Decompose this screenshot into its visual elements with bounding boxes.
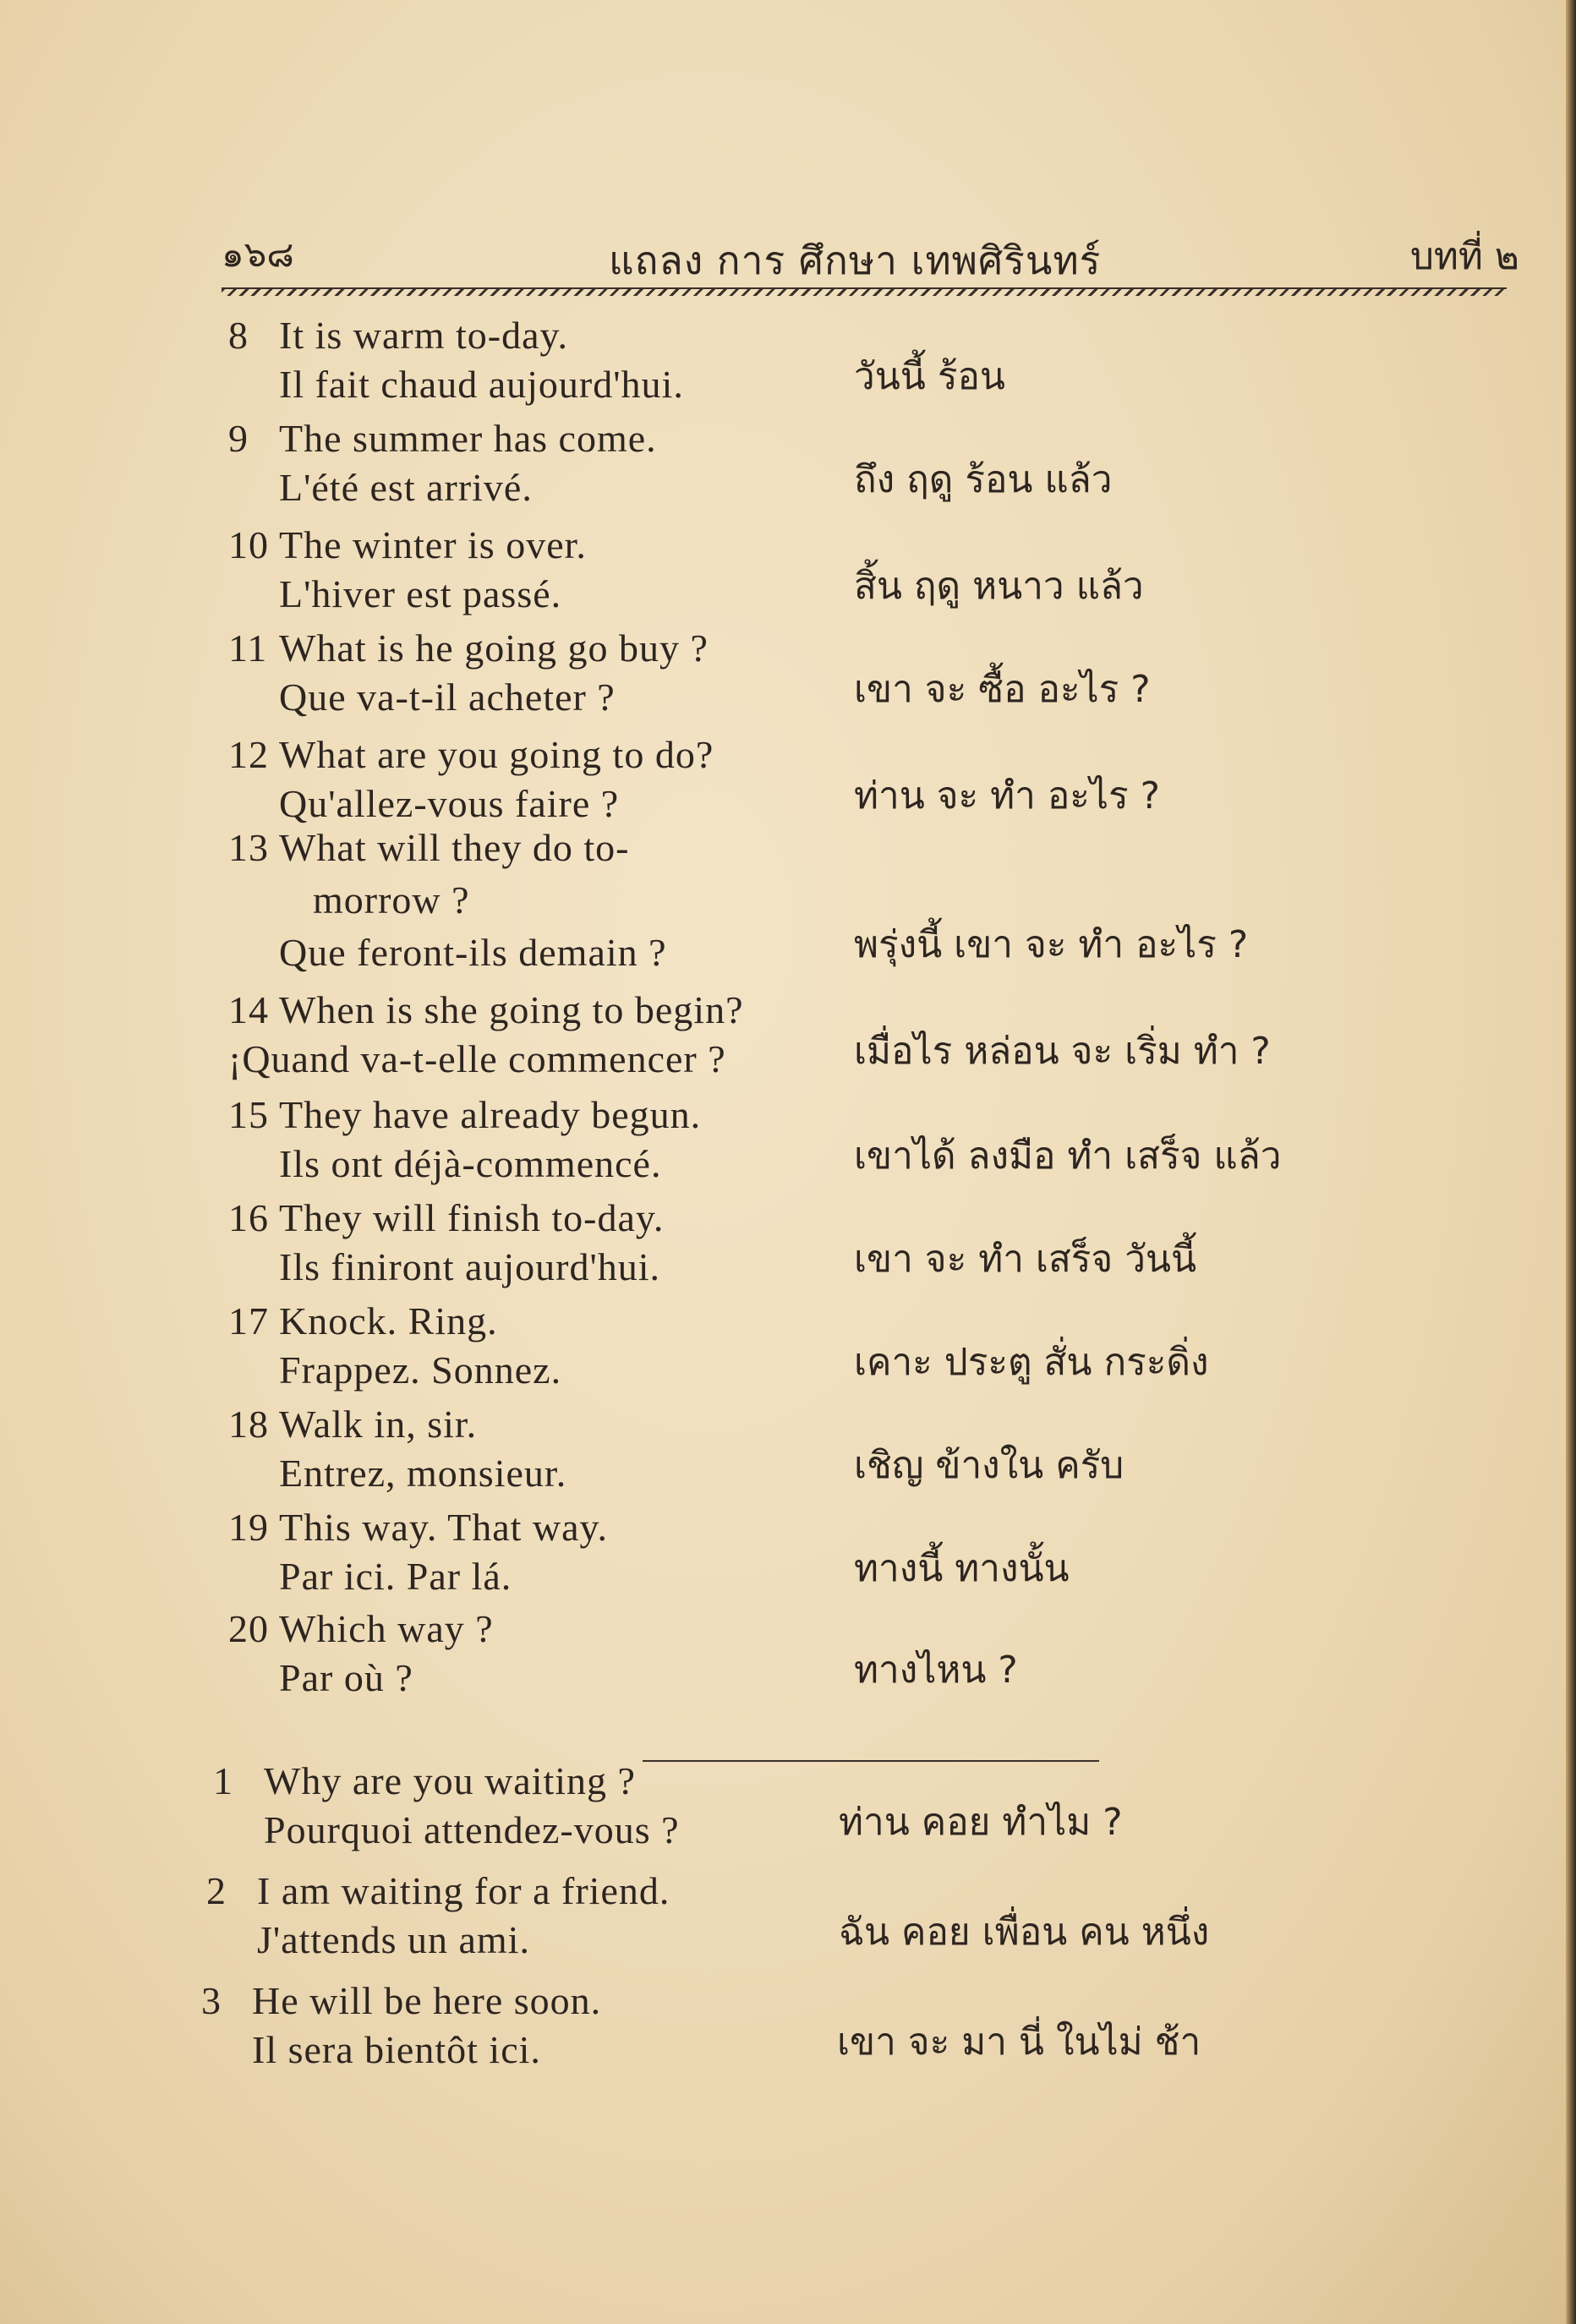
phrase-entry [0,1195,1566,1288]
phrase-entry [0,416,1566,509]
english-line [228,626,709,670]
english-line [228,825,629,870]
english-text: Walk in, sir. [279,1403,478,1446]
entry-number: 19 [228,1506,269,1549]
french-text: Entrez, monsieur. [279,1452,567,1495]
english-text: They have already begun. [279,1093,702,1136]
english-line [206,1868,670,1913]
french-text: Ils ont déjà-commencé. [279,1142,662,1185]
thai-text: ท่าน คอย ทำไม ? [839,1801,1123,1844]
thai-text: ฉัน คอย เพื่อน คน หนึ่ง [839,1911,1210,1954]
english-line [228,313,568,358]
english-text: They will finish to-day. [279,1196,665,1239]
english-text: Knock. Ring. [279,1299,498,1342]
thai-text: เคาะ ประตู สั่น กระดิ่ง [854,1341,1209,1384]
entry-number: 20 [228,1607,269,1650]
english-text: What will they do to- [279,826,630,869]
entry-number: 1 [213,1759,233,1802]
french-text: Que feront-ils demain ? [279,931,667,974]
entry-number: 8 [228,314,249,357]
english-text: What are you going to do? [279,733,714,776]
entry-number: 2 [206,1869,227,1912]
english-line [213,1758,636,1803]
entry-number: 9 [228,417,249,460]
english-text: Why are you waiting ? [264,1759,636,1802]
phrase-entry [0,825,1566,974]
entry-number: 3 [201,1979,222,2022]
entry-number: 14 [228,988,269,1031]
phrase-entry [0,732,1566,825]
thai-text: เขา จะ ซื้อ อะไร ? [854,668,1151,711]
french-text: Que va-t-il acheter ? [279,675,616,719]
english-text: What is he going go buy ? [279,626,709,670]
french-text: Il sera bientôt ici. [252,2028,541,2071]
thai-text: พรุ่งนี้ เขา จะ ทำ อะไร ? [854,923,1249,966]
french-text: ¡Quand va-t-elle commencer ? [228,1037,726,1080]
thai-text: สิ้น ฤดู หนาว แล้ว [854,565,1144,608]
entry-number: 10 [228,523,269,566]
english-text: I am waiting for a friend. [257,1869,670,1912]
french-text: Par ici. Par lá. [279,1555,512,1598]
thai-text: ทางไหน ? [854,1649,1018,1692]
phrase-entry [0,522,1566,615]
english-line [228,1299,498,1343]
phrase-entry [0,1606,1566,1699]
english-line [228,522,587,567]
phrase-entry [0,1505,1566,1598]
phrase-entry [0,1868,1566,1961]
page-edge [1566,0,1576,2324]
english-text: The summer has come. [279,417,657,460]
phrase-entry [0,626,1566,719]
entry-number: 16 [228,1196,269,1239]
thai-text: วันนี้ ร้อน [854,355,1005,398]
phrase-entry [0,1978,1566,2071]
english-text: When is she going to begin? [279,988,744,1031]
english-line [228,1092,701,1137]
english-line [228,1402,477,1446]
english-text: The winter is over. [279,523,587,566]
english-line [228,1606,494,1651]
entry-number: 13 [228,826,269,869]
french-text: Frappez. Sonnez. [279,1348,562,1392]
thai-text: เขา จะ มา นี่ ในไม่ ช้า [837,2021,1201,2064]
entry-number: 11 [228,626,268,670]
running-title: แถลง การ ศึกษา เทพศิรินทร์ [609,238,1102,283]
thai-text: ท่าน จะ ทำ อะไร ? [854,774,1161,818]
phrase-entry [0,313,1566,406]
english-line [228,987,744,1032]
entry-number: 15 [228,1093,269,1136]
thai-text: เขา จะ ทำ เสร็จ วันนี้ [854,1238,1197,1281]
thai-text: เมื่อไร หล่อน จะ เริ่ม ทำ ? [854,1030,1271,1073]
thai-text: ถึง ฤดู ร้อน แล้ว [854,458,1113,501]
english-line [228,416,657,461]
french-text: J'attends un ami. [257,1918,530,1961]
french-text: Il fait chaud aujourd'hui. [279,363,684,406]
french-text: L'été est arrivé. [279,466,533,509]
thai-text: เชิญ ข้างใน ครับ [854,1444,1125,1487]
lesson-label: บทที่ ๒ [1410,235,1519,278]
french-text: L'hiver est passé. [279,572,562,615]
phrase-entry [0,987,1566,1080]
entry-number: 17 [228,1299,269,1342]
french-text: Pourquoi attendez-vous ? [264,1808,680,1851]
english-continuation: morrow ? [313,878,470,921]
english-text: It is warm to-day. [279,314,569,357]
page-number: ๑๖๘ [222,233,294,275]
english-line [228,732,714,777]
phrase-entry [0,1092,1566,1185]
entry-number: 12 [228,733,269,776]
phrase-entry [0,1299,1566,1392]
french-text: Ils finiront aujourd'hui. [279,1245,661,1288]
thai-text: ทางนี้ ทางนั้น [854,1547,1070,1590]
french-text: Qu'allez-vous faire ? [279,782,620,825]
french-text: Par où ? [279,1656,413,1699]
entry-number: 18 [228,1403,269,1446]
phrase-entry [0,1758,1566,1851]
english-line [228,1505,608,1550]
english-text: This way. That way. [279,1506,609,1549]
english-text: Which way ? [279,1607,494,1650]
phrase-entry [0,1402,1566,1495]
english-text: He will be here soon. [252,1979,602,2022]
english-line [228,1195,664,1240]
english-line [201,1978,601,2023]
thai-text: เขาได้ ลงมือ ทำ เสร็จ แล้ว [854,1135,1282,1178]
